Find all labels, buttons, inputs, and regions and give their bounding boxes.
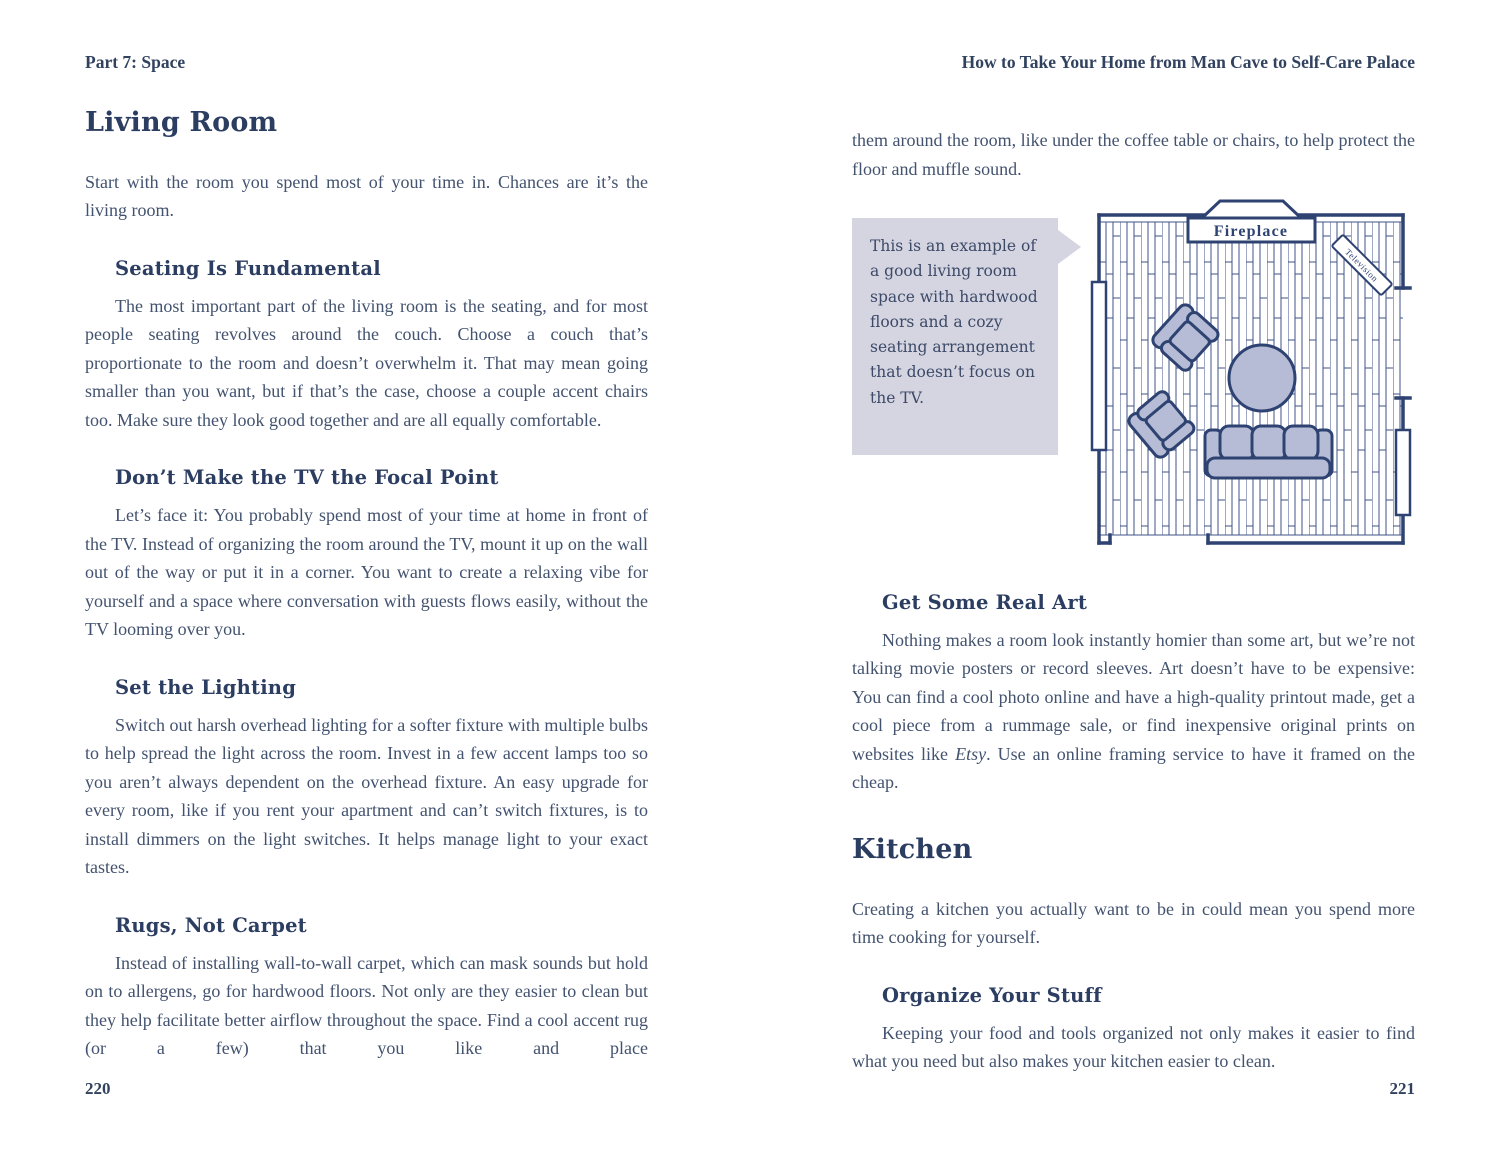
left-page-column <box>85 108 648 1063</box>
etsy-italic: Etsy <box>955 743 987 764</box>
section-organize <box>852 981 1415 1076</box>
section-heading: Organize Your Stuff <box>882 983 1102 1007</box>
section-body <box>852 626 1415 797</box>
section-body: Let’s face it: You probably spend most of your time at home in front of the TV. Instead of organizing the room around the TV, mount it up on the wall out of the way or put it in a corner. You want to create a relaxing vibe for yourself and a space where conversation with guests flows easily, without the TV looming over you. <box>85 505 648 640</box>
callout-text: This is an example of a good living room space with hardwood floors and a cozy seating arrangement that doesn’t focus on the TV. <box>870 237 1038 407</box>
callout-box <box>852 218 1058 455</box>
section-body: Keeping your food and tools organized not only makes it easier to find what you need but also makes your kitchen easier to clean. <box>852 1022 1415 1072</box>
section-seating <box>85 254 648 434</box>
running-head-right: How to Take Your Home from Man Cave to Self-Care Palace <box>961 52 1415 72</box>
intro-paragraph: Start with the room you spend most of your time in. Chances are it’s the living room. <box>85 171 648 221</box>
coffee-table <box>1229 345 1295 411</box>
section-body: Switch out harsh overhead lighting for a softer fixture with multiple bulbs to help spread the light across the room. Invest in a few accent lamps too so you aren’t always dependent on the overhead fixture. An easy upgrade for every room, like if you rent your apartment and can’t switch fixtures, is to install dimmers on the light switches. It helps manage light to your exact tastes. <box>85 714 648 878</box>
fireplace-label: Fireplace <box>1213 223 1289 240</box>
section-heading: Set the Lighting <box>115 675 297 699</box>
section-body: The most important part of the living room is the seating, and for most people seating revolves around the couch. Choose a couch that’s proportionate to the room and doesn’t overwhelm it. That may mean going smaller than you want, but if that’s the case, choose a couple accent chairs too. Make sure they look good together and are all equally comfortable. <box>85 295 648 430</box>
couch <box>1205 426 1332 478</box>
right-page-lower-column <box>852 588 1415 1076</box>
section-body: Instead of installing wall-to-wall carpet, which can mask sounds but hold on to allergens, go for hardwood floors. Not only are they easier to clean but they help facilitate better airflow throughout the space. Find a cool accent rug (or a few) that you like and place <box>85 952 648 1059</box>
section-heading: Rugs, Not Carpet <box>115 913 307 937</box>
continuation-paragraph: them around the room, like under the coffee table or chairs, to help protect the floor and muffle sound. <box>852 130 1415 179</box>
callout-arrow <box>1058 230 1081 264</box>
section-heading: Don’t Make the TV the Focal Point <box>115 466 499 490</box>
section-heading: Get Some Real Art <box>882 591 1088 614</box>
section-lighting <box>85 673 648 882</box>
section-rugs <box>85 911 648 1063</box>
window-left <box>1092 282 1106 450</box>
art-body-start: Nothing makes a room look instantly homier than some art, but we’re not talking movie posters or record sleeves. Art doesn’t have to be expensive: You can find a cool photo online and have a high-quality printout made, get a cool piece from a rummage sale, or find inexpensive original prints on websites like <box>852 629 1415 764</box>
section-tv-focal-point <box>85 463 648 643</box>
section-heading: Seating Is Fundamental <box>115 256 381 280</box>
kitchen-title: Kitchen <box>852 834 973 865</box>
page-title: Living Room <box>85 107 278 138</box>
page-number-right: 221 <box>1389 1079 1415 1098</box>
fireplace <box>1188 201 1315 242</box>
running-head-left: Part 7: Space <box>85 52 186 72</box>
living-room-floorplan <box>1090 198 1412 552</box>
section-real-art <box>852 588 1415 797</box>
window-right <box>1396 430 1410 515</box>
television-label: Television <box>1343 246 1381 284</box>
art-body-end: . Use an online framing service to have it framed on the cheap. <box>852 743 1415 793</box>
kitchen-intro: Creating a kitchen you actually want to be in could mean you spend more time cooking for yourself. <box>852 898 1415 948</box>
page-number-left: 220 <box>85 1079 111 1098</box>
